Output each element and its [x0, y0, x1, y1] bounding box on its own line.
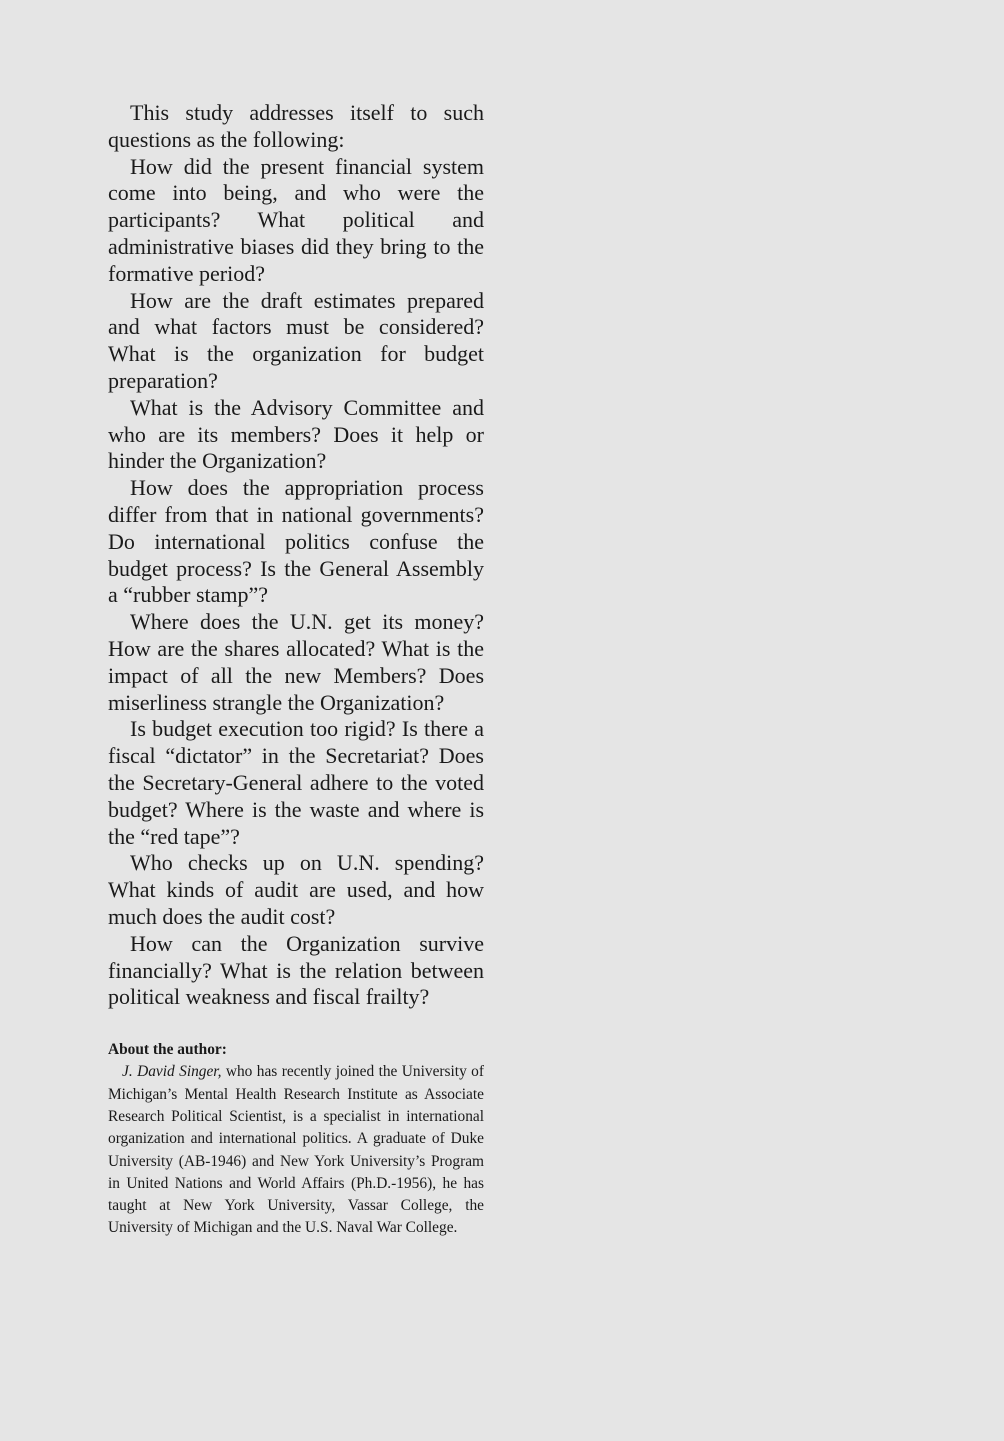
intro-paragraph: This study addresses itself to such questions as the following: — [108, 100, 484, 152]
study-questions-section — [108, 100, 484, 1011]
author-bio — [108, 1061, 484, 1239]
question-paragraph: How does the appropriation process differ from that in national governments? Do international politics confuse the budget process? Is the General Assembly a “rubber stamp”? — [108, 475, 484, 608]
page-content — [108, 100, 484, 1240]
question-paragraph: How are the draft estimates prepared and what factors must be considered? What is the organization for budget preparation? — [108, 287, 484, 393]
question-paragraph: How can the Organization survive financially? What is the relation between political weakness and fiscal frailty? — [108, 930, 484, 1010]
question-paragraph: Is budget execution too rigid? Is there a fiscal “dictator” in the Secretariat? Does the Secretary-General adhere to the voted budget? Where is the waste and where is the “red tape”? — [108, 716, 484, 849]
author-name: J. David Singer, — [122, 1063, 222, 1081]
author-bio-text: who has recently joined the University of Michigan’s Mental Health Research Institute as Associate Research Political Scientist, is a specialist in international organization and international politics. A graduate of Duke University (AB-1946) and New York University’s Program in United Nations and World Affairs (Ph.D.-1956), he has taught at New York University, Vassar College, the University of Michigan and the U.S. Naval War College. — [108, 1063, 484, 1237]
about-author-section — [108, 1039, 484, 1240]
question-paragraph: What is the Advisory Committee and who are its members? Does it help or hinder the Organization? — [108, 394, 484, 474]
about-author-heading: About the author: — [108, 1041, 227, 1059]
question-paragraph: Who checks up on U.N. spending? What kinds of audit are used, and how much does the audit cost? — [108, 850, 484, 929]
question-paragraph: How did the present financial system come into being, and who were the participants? What political and administrative biases did they bring to the formative period? — [108, 153, 484, 286]
question-paragraph: Where does the U.N. get its money? How are the shares allocated? What is the impact of all the new Members? Does miserliness strangle the Organization? — [108, 609, 484, 715]
